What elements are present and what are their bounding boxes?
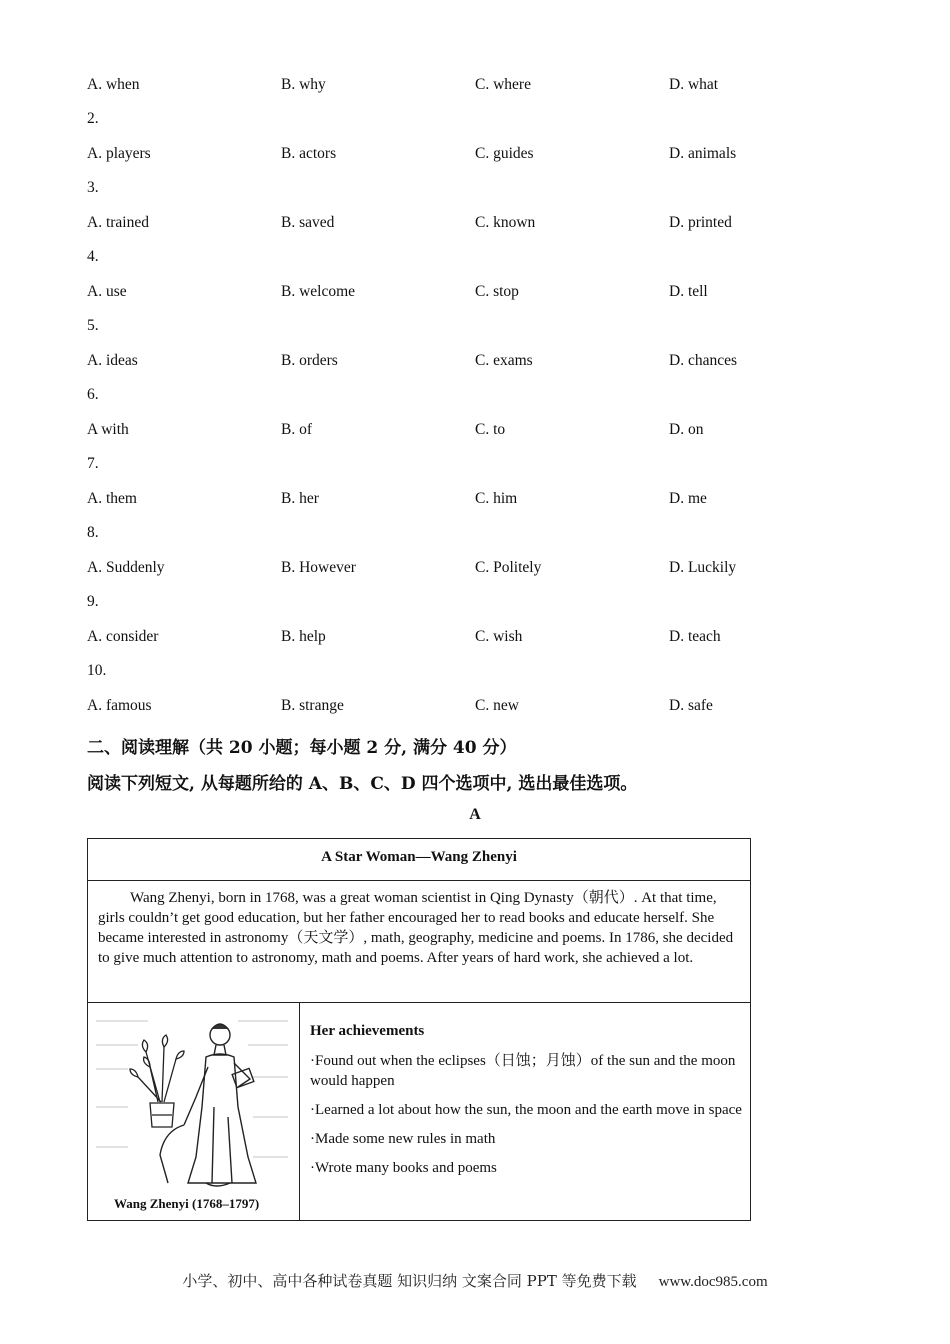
option-choice[interactable]: B. of	[281, 421, 312, 438]
question-number: 6.	[87, 386, 99, 403]
achievement-item: ·Found out when the eclipses（日蚀；月蚀）of the sun and the moon would happen	[310, 1053, 736, 1089]
question-number: 2.	[87, 110, 99, 127]
option-choice[interactable]: A. trained	[87, 214, 149, 231]
passage-intro: Wang Zhenyi, born in 1768, was a great woman scientist in Qing Dynasty（朝代）. At that time, girls couldn’t get good education, but her father encouraged her to read books and educate herself. She became interested in astronomy（天文学）, math, geography, medicine and poems. In 1786, she decided to give much attention to astronomy, math and poems. After years of hard work, she achieved a lot.	[88, 881, 750, 1003]
option-choice[interactable]: C. known	[475, 214, 536, 231]
portrait-illustration	[88, 1007, 298, 1197]
option-choice[interactable]: A. Suddenly	[87, 559, 165, 576]
option-choice[interactable]: B. However	[281, 559, 356, 576]
option-choice[interactable]: D. on	[669, 421, 704, 438]
achievements-title: Her achievements	[310, 1023, 425, 1039]
footer-text: 小学、初中、高中各种试卷真题 知识归纳 文案合同 PPT 等免费下载	[182, 1272, 637, 1290]
passage-title: A Star Woman—Wang Zhenyi	[88, 839, 750, 881]
option-row	[87, 214, 867, 238]
passage-label: A	[469, 806, 481, 823]
option-choice[interactable]: C. to	[475, 421, 506, 438]
option-choice[interactable]: C. where	[475, 76, 531, 93]
question-number: 10.	[87, 662, 107, 679]
option-row	[87, 559, 867, 583]
question-number: 5.	[87, 317, 99, 334]
option-choice[interactable]: D. safe	[669, 697, 713, 714]
portrait-caption: Wang Zhenyi (1768–1797)	[114, 1196, 260, 1211]
question-number: 7.	[87, 455, 99, 472]
option-row	[87, 628, 867, 652]
option-row	[87, 76, 867, 100]
option-row	[87, 490, 867, 514]
question-number: 9.	[87, 593, 99, 610]
option-choice[interactable]: D. printed	[669, 214, 732, 231]
option-choice[interactable]: D. tell	[669, 283, 708, 300]
section-heading: 二、阅读理解（共 20 小题；每小题 2 分, 满分 40 分）	[87, 738, 517, 758]
option-row	[87, 421, 867, 445]
option-choice[interactable]: B. why	[281, 76, 326, 93]
option-choice[interactable]: A. players	[87, 145, 151, 162]
option-choice[interactable]: D. animals	[669, 145, 737, 162]
option-choice[interactable]: B. her	[281, 490, 319, 507]
option-row	[87, 697, 867, 721]
option-choice[interactable]: C. Politely	[475, 559, 542, 576]
footer-url[interactable]: www.doc985.com	[658, 1274, 768, 1290]
option-choice[interactable]: A. ideas	[87, 352, 138, 369]
option-choice[interactable]: A. when	[87, 76, 140, 93]
option-choice[interactable]: D. me	[669, 490, 707, 507]
option-choice[interactable]: D. chances	[669, 352, 737, 369]
portrait-cell	[88, 1003, 300, 1220]
option-row	[87, 145, 867, 169]
option-row	[87, 283, 867, 307]
passage-table	[87, 838, 751, 1221]
option-choice[interactable]: D. teach	[669, 628, 721, 645]
option-choice[interactable]: A. them	[87, 490, 137, 507]
option-choice[interactable]: B. orders	[281, 352, 338, 369]
achievement-item: ·Wrote many books and poems	[310, 1160, 497, 1176]
section-instruction: 阅读下列短文, 从每题所给的 A、B、C、D 四个选项中, 选出最佳选项。	[87, 774, 638, 794]
option-choice[interactable]: C. stop	[475, 283, 519, 300]
option-choice[interactable]: B. help	[281, 628, 326, 645]
option-choice[interactable]: A with	[87, 421, 129, 438]
question-number: 8.	[87, 524, 99, 541]
option-choice[interactable]: C. new	[475, 697, 519, 714]
achievement-item: ·Made some new rules in math	[310, 1131, 496, 1147]
question-number: 3.	[87, 179, 99, 196]
option-choice[interactable]: C. exams	[475, 352, 533, 369]
option-choice[interactable]: A. famous	[87, 697, 152, 714]
question-number: 4.	[87, 248, 99, 265]
option-choice[interactable]: D. Luckily	[669, 559, 737, 576]
achievements-cell	[300, 1003, 750, 1220]
option-choice[interactable]: C. guides	[475, 145, 534, 162]
option-choice[interactable]: C. him	[475, 490, 518, 507]
option-choice[interactable]: A. use	[87, 283, 127, 300]
option-choice[interactable]: A. consider	[87, 628, 159, 645]
achievement-item: ·Learned a lot about how the sun, the moon and the earth move in space	[310, 1102, 742, 1118]
option-choice[interactable]: D. what	[669, 76, 719, 93]
option-choice[interactable]: C. wish	[475, 628, 523, 645]
page-footer	[0, 1270, 950, 1291]
option-choice[interactable]: B. saved	[281, 214, 335, 231]
option-row	[87, 352, 867, 376]
option-choice[interactable]: B. actors	[281, 145, 337, 162]
option-choice[interactable]: B. welcome	[281, 283, 356, 300]
option-choice[interactable]: B. strange	[281, 697, 344, 714]
